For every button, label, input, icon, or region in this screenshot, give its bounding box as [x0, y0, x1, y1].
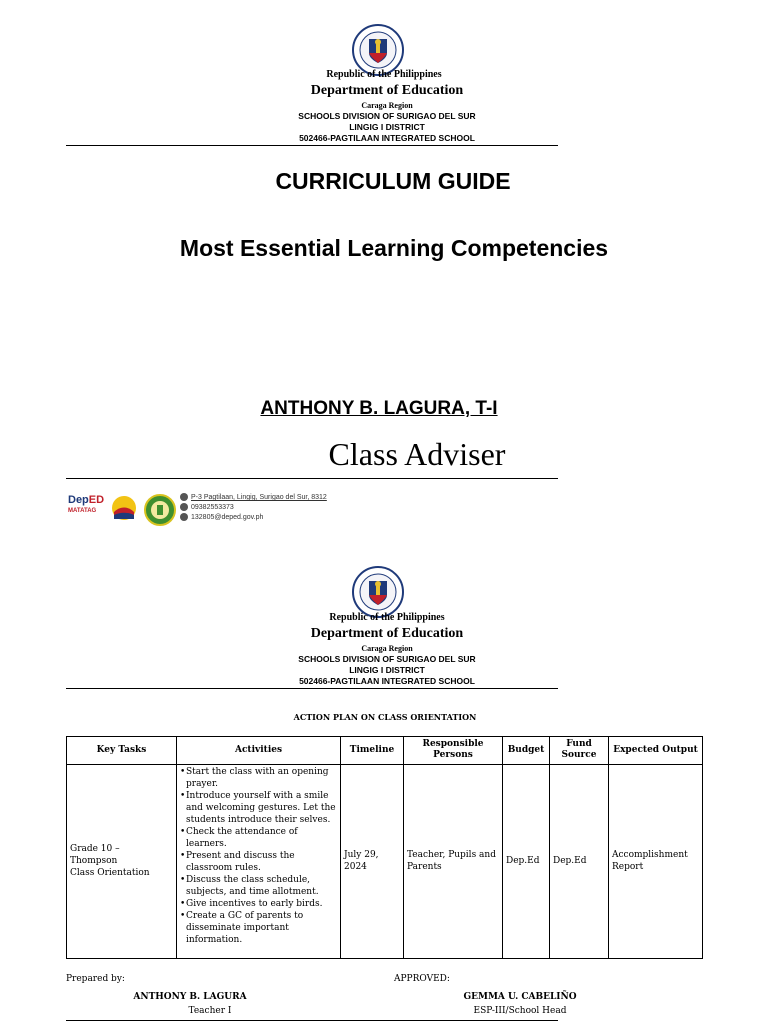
- key-task-cell: [67, 764, 177, 958]
- republic-label: Republic of the Philippines: [326, 69, 442, 80]
- responsible-cell: Teacher, Pupils and Parents: [404, 764, 503, 958]
- department-label: Department of Education: [310, 83, 464, 98]
- approved-label: APPROVED:: [394, 974, 450, 984]
- prepared-by-label: Prepared by:: [66, 974, 125, 984]
- header-expected-output: Expected Output: [609, 737, 703, 765]
- plan-title: ACTION PLAN ON CLASS ORIENTATION: [293, 712, 477, 722]
- preparer-name: ANTHONY B. LAGURA: [133, 992, 247, 1002]
- fund-source-cell: Dep.Ed: [550, 764, 609, 958]
- header-divider: [66, 688, 558, 689]
- address-text: P-3 Pagtilaan, Lingig, Surigao del Sur, 8312: [191, 494, 327, 501]
- school-label: 502466-PAGTILAAN INTEGRATED SCHOOL: [299, 133, 475, 143]
- location-icon: [180, 493, 188, 501]
- address-row: [180, 493, 327, 503]
- district-label: LINGIG I DISTRICT: [349, 665, 425, 675]
- footer-divider: [66, 1020, 558, 1021]
- department-label: Department of Education: [310, 626, 464, 641]
- activity-item: • Discuss the class schedule, subjects, and time allotment.: [180, 874, 337, 898]
- region-label: Caraga Region: [361, 101, 413, 110]
- cover-title: CURRICULUM GUIDE: [275, 168, 511, 194]
- activity-item: • Present and discuss the classroom rules.: [180, 850, 337, 874]
- cover-divider: [66, 478, 558, 479]
- email-text: 132805@deped.gov.ph: [191, 514, 264, 521]
- header-divider: [66, 145, 558, 146]
- header-activities: Activities: [177, 737, 341, 765]
- activity-item: • Create a GC of parents to disseminate important information.: [180, 910, 337, 946]
- header-key-tasks: Key Tasks: [67, 737, 177, 765]
- adviser-name: ANTHONY B. LAGURA, T-I: [260, 398, 498, 419]
- header-fund-source: Fund Source: [550, 737, 609, 765]
- activity-item: • Start the class with an opening prayer.: [180, 766, 337, 790]
- timeline-cell: July 29, 2024: [341, 764, 404, 958]
- email-icon: [180, 513, 188, 521]
- phone-row: [180, 503, 327, 513]
- school-seal-icon: [144, 494, 176, 526]
- action-plan-table: [66, 736, 703, 959]
- header-timeline: Timeline: [341, 737, 404, 765]
- table-header-row: [67, 737, 703, 765]
- activity-item: • Check the attendance of learners.: [180, 826, 337, 850]
- republic-label: Republic of the Philippines: [329, 612, 445, 623]
- district-label: LINGIG I DISTRICT: [349, 122, 425, 132]
- adviser-role: Class Adviser: [328, 436, 506, 472]
- budget-cell: Dep.Ed: [503, 764, 550, 958]
- division-label: SCHOOLS DIVISION OF SURIGAO DEL SUR: [298, 654, 476, 664]
- key-task-line: Grade 10 –: [70, 844, 120, 854]
- division-label: SCHOOLS DIVISION OF SURIGAO DEL SUR: [298, 111, 476, 121]
- key-task-line: Class Orientation: [70, 868, 150, 878]
- header-responsible: Responsible Persons: [404, 737, 503, 765]
- approver-title: ESP-III/School Head: [473, 1006, 567, 1016]
- key-task-line: Thompson: [70, 856, 118, 866]
- header-budget: Budget: [503, 737, 550, 765]
- email-row: [180, 513, 327, 523]
- deped-matatag-logo: DepED MATATAG: [68, 494, 105, 514]
- activities-cell: [177, 764, 341, 958]
- approver-name: GEMMA U. CABELIÑO: [463, 992, 577, 1002]
- activity-item: • Introduce yourself with a smile and welcoming gestures. Let the students introduce their selves.: [180, 790, 337, 826]
- cover-subtitle: Most Essential Learning Competencies: [179, 235, 609, 261]
- phone-icon: [180, 503, 188, 511]
- school-label: 502466-PAGTILAAN INTEGRATED SCHOOL: [299, 676, 475, 686]
- region-label: Caraga Region: [361, 644, 413, 653]
- table-row: [67, 764, 703, 958]
- contact-block: [180, 493, 327, 523]
- expected-output-cell: Accomplishment Report: [609, 764, 703, 958]
- phone-text: 09382553373: [191, 504, 234, 511]
- deped-seal-icon: [352, 566, 404, 618]
- bagong-pilipinas-icon: [108, 494, 140, 526]
- preparer-title: Teacher I: [188, 1006, 232, 1016]
- activity-item: • Give incentives to early birds.: [180, 898, 337, 910]
